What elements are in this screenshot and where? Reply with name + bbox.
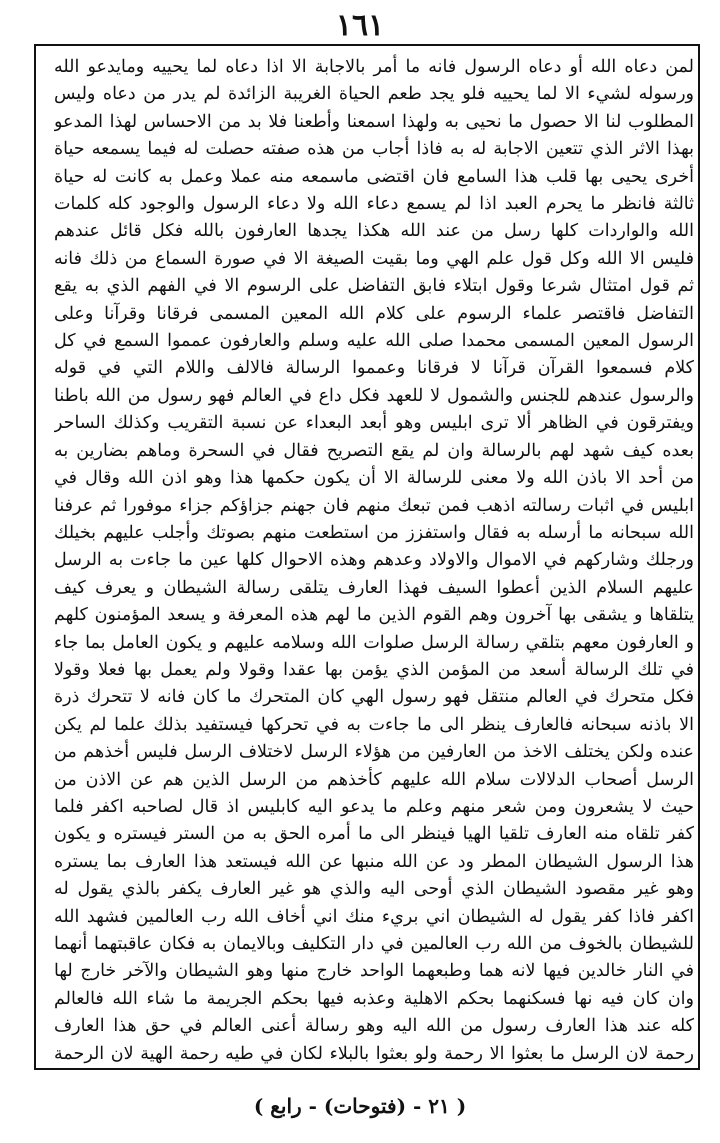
page-number: ١٦١ xyxy=(335,8,385,43)
body-text: لمن دعاه الله أو دعاه الرسول فانه ما أمر بالاجابة الا اذا دعاه لما يحييه ومايدعو الله ورسوله لشيء الا لما يحييه فلو يجد طعم الحياة الغريبة الزائدة لم يدر من دعاه وليس المطلوب لنا الا حصول ما نحيى به ولهذا اسمعنا وأطعنا فلا بد من الاحساس لهذا المدعو بهذا الاثر الذي تتعين الاجابة له به فاذا أجاب من هذه صفته حصلت له فيما يسمعه حياة أخرى يحيى بها قلب هذا السامع فان اقتضى ماسمعه منه عملا وعمل به كانت له حياة ثالثة فانظر ما يحرم العبد اذا لم يسمع دعاء الله ولا دعاء الرسول والوجود كله كلمات الله والواردات كلها رسل من عند الله هكذا يجدها العارفون بالله فكل قائل عندهم فليس الا الله وكل قول علم الهي وما بقيت الصيغة الا في صورة السماع من ذلك فانه ثم قول امتثال شرعا وقول ابتلاء فابق التفاضل على الرسوم الا في الفهم الذي به يقع التفاضل فاقتصر علماء الرسوم على كلام الله المعين المسمى فرقانا وقرآنا وعلى الرسول المعين المسمى محمدا صلى الله عليه وسلم والعارفون عمموا السمع في كل كلام فسمعوا القرآن قرآنا لا فرقانا وعمموا الرسالة فالالف واللام التي في قوله والرسول عندهم للجنس والشمول لا للعهد فكل داع في العالم فهو رسول من الله باطنا ويفترقون في الظاهر ألا ترى ابليس وهو أبعد البعداء عن نسبة التقريب وكذلك الساحر بعده كيف شهد لهم بالرسالة وان لم يقع التصريح فقال في السحرة وماهم بضارين به من أحد الا باذن الله ولا معنى للرسالة الا أن يكون حكمها هذا وهو اذن الله وقال في ابليس في اثبات رسالته اذهب فمن تبعك منهم فان جهنم جزاؤكم جزاء موفورا ثم عرفنا الله سبحانه ما أرسله به فقال واستفزز من استطعت منهم بصوتك وأجلب عليهم بخيلك ورجلك وشاركهم في الاموال والاولاد وعدهم وهذه الاحوال كلها عين ما جاءت به الرسل عليهم السلام الذين أعطوا السيف فهذا العارف يتلقى رسالة الشيطان و يعرف كيف يتلقاها و يشقى بها آخرون وهم القوم الذين ما لهم هذه المعرفة و يسعد المؤمنون كلهم و العارفون معهم بتلقي رسالة الرسل صلوات الله وسلامه عليهم و يكون العامل بما جاء في تلك الرسالة أسعد من المؤمن الذي يؤمن بها عقدا وقولا ولم يعمل بها فعلا وقولا فكل متحرك في العالم منتقل فهو رسول الهي كان المتحرك ما كان فانه لا تتحرك ذرة الا باذنه سبحانه فالعارف ينظر الى ما جاءت به في تحركها فيستفيد بذلك علما لم يكن عنده ولكن يختلف الاخذ من العارفين من هؤلاء الرسل لاختلاف الرسل فليس أخذهم من الرسل أصحاب الدلالات سلام الله عليهم كأخذهم من الرسل الذين هم عن الاذن من حيث لا يشعرون ومن شعر منهم وعلم ما يدعو اليه كابليس اذ قال لصاحبه اكفر فلما كفر تلقاه منه العارف تلقيا الهيا فينظر الى ما أمره الحق به من الستر فيستره و يكون هذا الرسول الشيطان المطر ود عن الله منبها عن الله فيستعد هذا العارف بما يستره وهو غير مقصود الشيطان الذي أوحى اليه والذي هو غير العارف يكفر بالذي يقول له اكفر فاذا كفر يقول له الشيطان اني بريء منك اني أخاف الله رب العالمين فشهد الله للشيطان بالخوف من الله رب العالمين في دار التكليف وبالايمان به فكان عاقبتهما أنهما في النار خالدين فيها لانه هما وطبعهما الواحد خارج منها وهو الشيطان والآخر خارج لها وان كان فيه نها فسكنهما بحكم الاهلية وعذبه فيها بحكم الجريمة ما شاء الله فالعالم كله عند هذا العارف رسول من الله اليه وهو رسالة أعنى العالم في حق هذا العارف رحمة لان الرسل ما بعثوا الا رحمة ولو بعثوا بالبلاء لكان في طيه رحمة الهية لان الرحمة xyxy=(54,57,694,1064)
page-footer: ( ٢١ - (فتوحات) - رابع ) xyxy=(253,1094,467,1118)
